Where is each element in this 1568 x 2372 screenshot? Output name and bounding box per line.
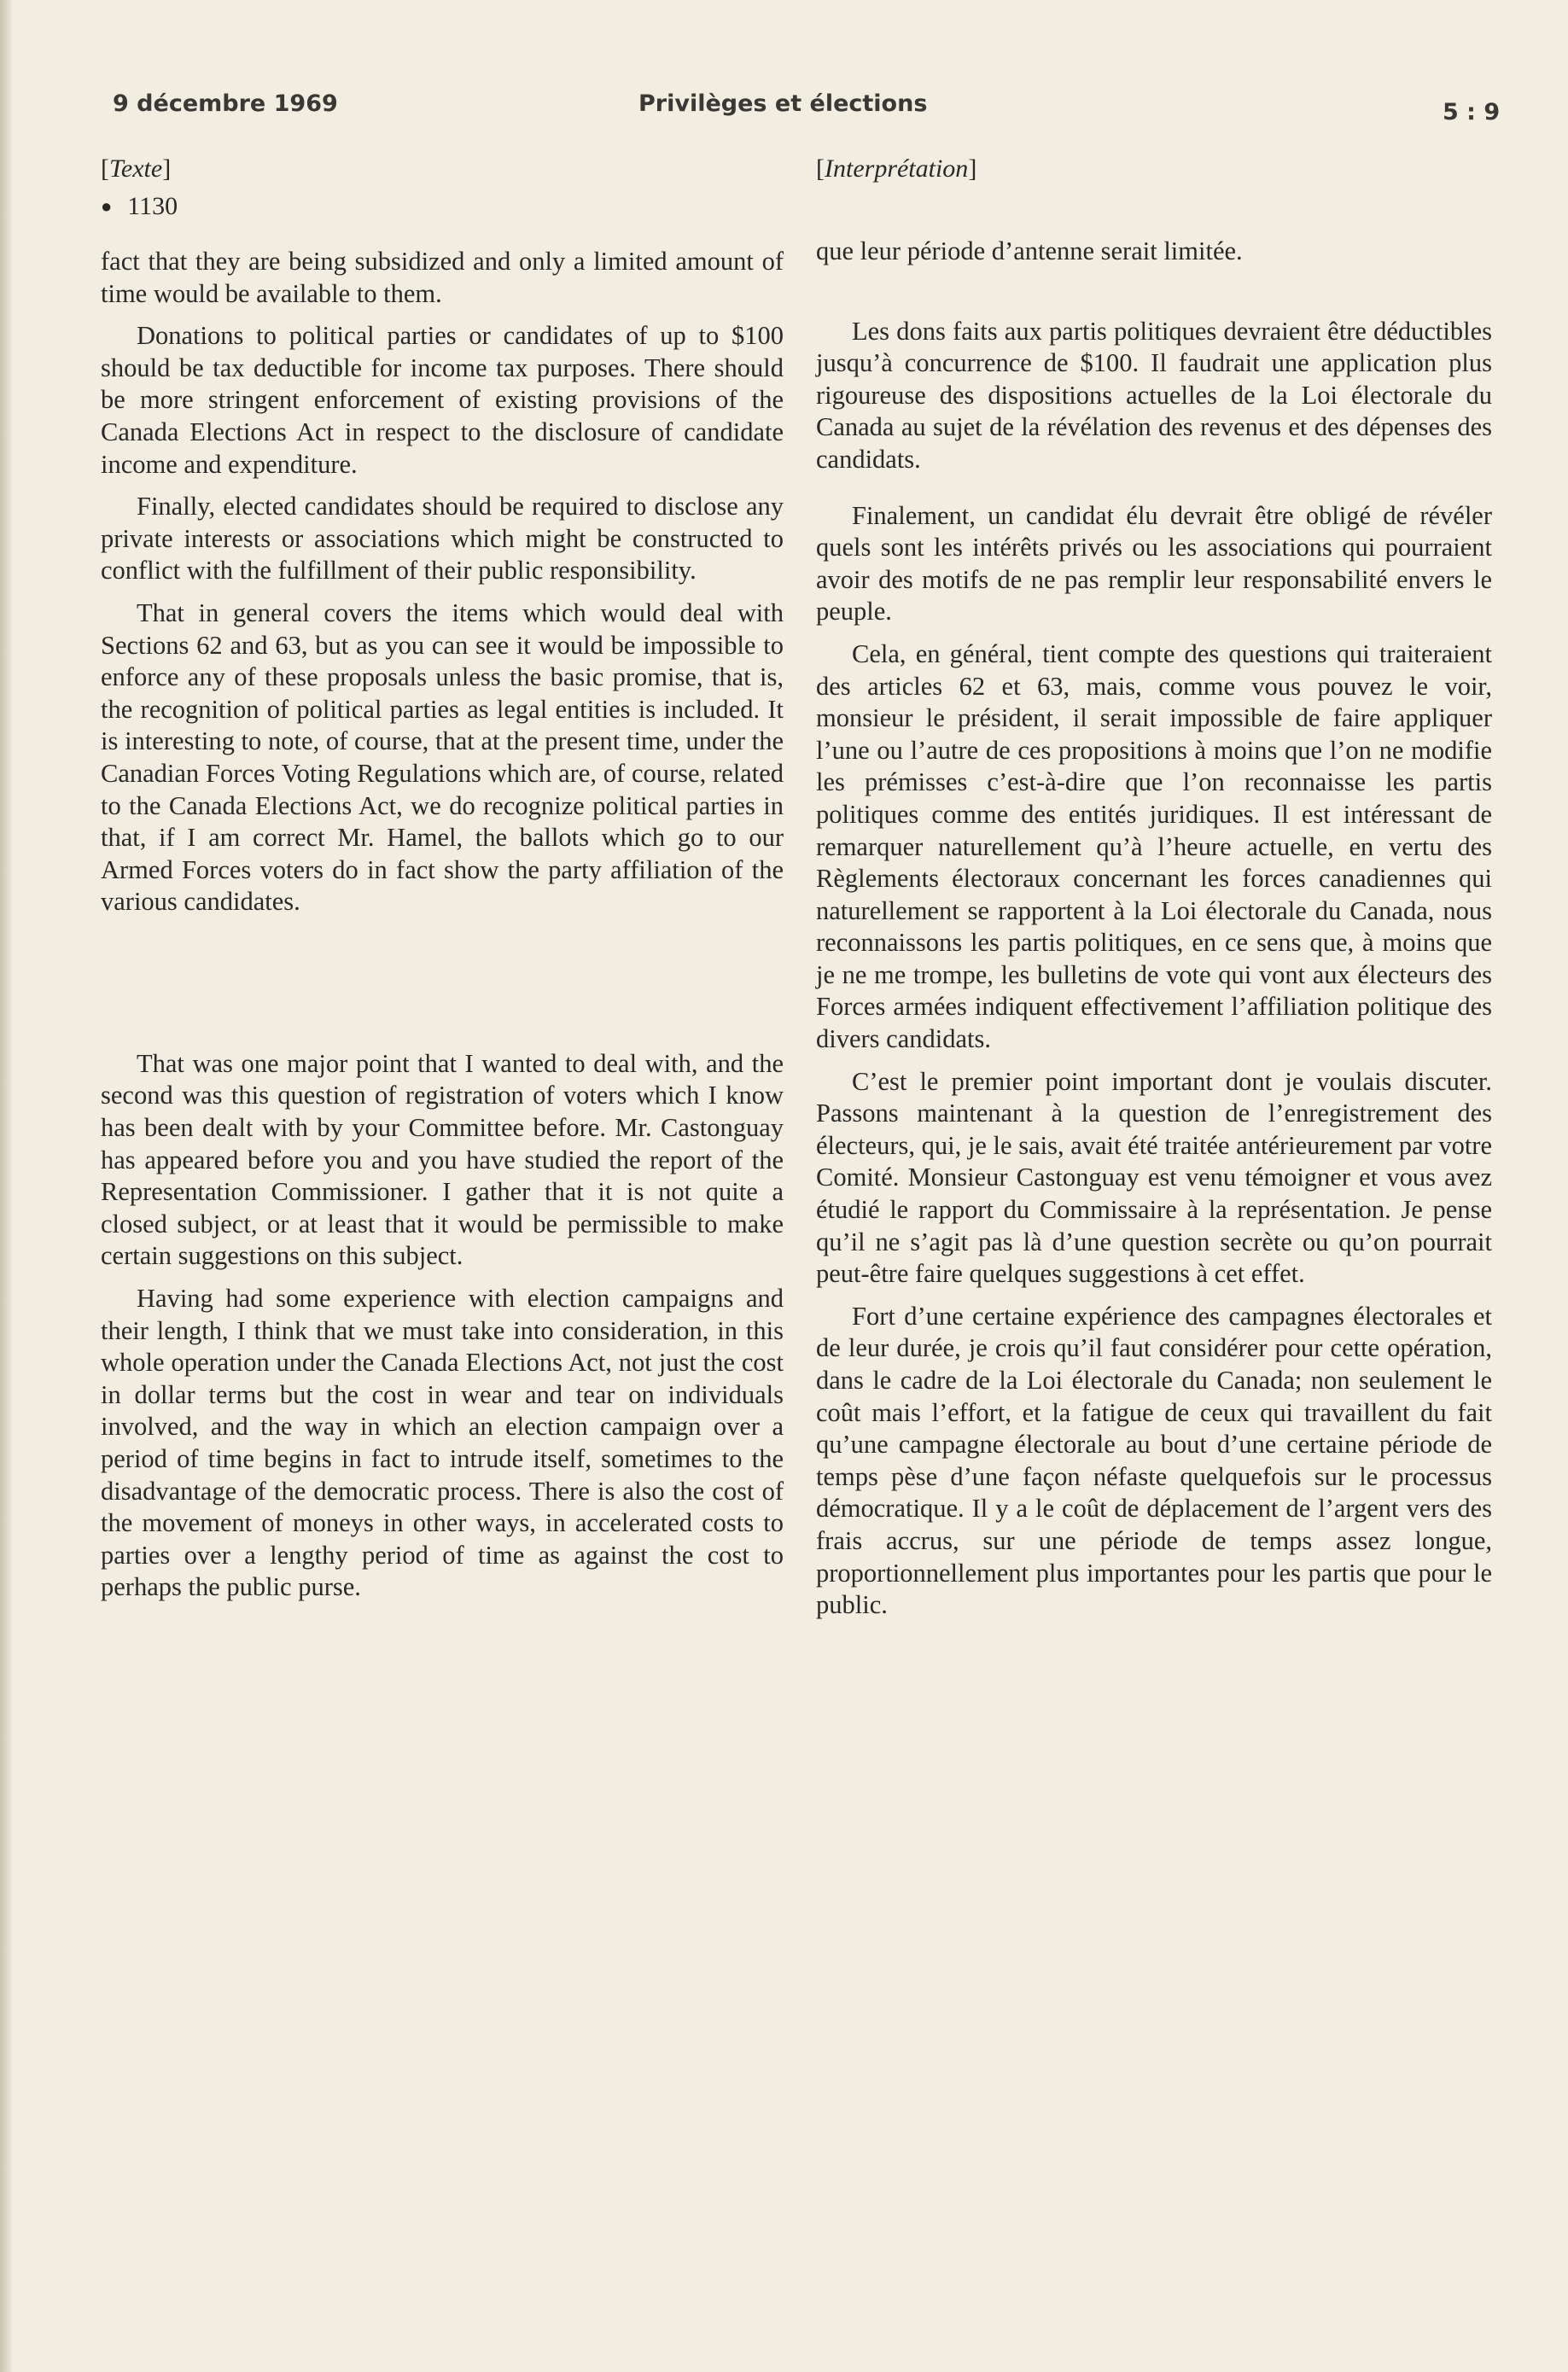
paragraph: Donations to political parties or candidates of up to $100 should be tax deductible for income tax purposes. There should be more stringent enforcement of existing provisions of the Canada Elections Act in respect to the disclosure of candidate income and expenditure. (101, 321, 784, 479)
paragraph: That was one major point that I wanted to deal with, and the second was this question of registration of voters which I know has been dealt with by your Committee before. Mr. Castonguay has appeared before you and you have studied the report of the Representation Commissioner. I gather that it is not quite a closed subject, or at least that it would be permissible to make certain suggestions on this subject. (101, 1048, 784, 1271)
time-marker: ● 1130 (101, 192, 178, 220)
right-column-french (816, 152, 1492, 1622)
paragraph: Cela, en général, tient compte des questions qui traiteraient des articles 62 et 63, mais, comme vous pouvez le voir, monsieur le président, il serait impossible de faire appliquer l’une ou l’autre de ces propositions à moins que l’on ne modifie les prémisses c’est-à-dire que l’on reconnaisse les partis politiques comme des entités juridiques. Il est intéressant de remarquer naturellement qu’à l’heure actuelle, en vertu des Règlements électoraux concernant les forces canadiennes qui naturellement se rapportent à la Loi électorale du Canada, nous reconnaissons les partis politiques, en ce sens que, à moins que je ne me trompe, les bulletins de vote qui vont aux électeurs des Forces armées indiquent effectivement l’affiliation politique des divers candidats. (816, 638, 1492, 1054)
paragraph: That in general covers the items which would deal with Sections 62 and 63, but as you can see it would be impossible to enforce any of these proposals unless the basic promise, that is, the recognition of political parties as legal entities is included. It is interesting to note, of course, that at the present time, under the Canadian Forces Voting Regulations which are, of course, related to the Canada Elections Act, we do recognize political parties in that, if I am correct Mr. Hamel, the ballots which go to our Armed Forces voters do in fact show the party affiliation of the various candidates. (101, 597, 784, 917)
paragraph-gap (816, 476, 1492, 500)
paragraph: C’est le premier point important dont je voulais discuter. Passons maintenant à la question de l’enregistrement des électeurs, qui, je le sais, avait été traitée antérieurement par votre Comité. Monsieur Castonguay est venu témoigner et vous avez étudié le rapport du Commissaire à la représentation. Je pense qu’il ne s’agit pas là d’une question secrète ou qu’on pourrait peut-être faire quelques suggestions à cet effet. (816, 1066, 1492, 1289)
paragraph: Fort d’une certaine expérience des campagnes électorales et de leur durée, je crois qu’il faut considérer pour cette opération, dans le cadre de la Loi électorale du Canada; non seulement le coût mais l’effort, et la fatigue de ceux qui travaillent du fait qu’une campagne électorale au bout d’une certaine période de temps pèse d’une façon néfaste quelquefois sur le processus démocratique. Il y a le coût de déplacement de l’argent vers des frais accrus, sur une période de temps assez longue, proportionnellement plus importantes pour les partis que pour le public. (816, 1301, 1492, 1620)
header-date: 9 décembre 1969 (113, 90, 338, 117)
section-label-texte: [Texte] (101, 154, 172, 183)
paragraph: Having had some experience with election campaigns and their length, I think that we must take into consideration, in this whole operation under the Canada Elections Act, not just the cost in dollar terms but the cost in wear and tear on individuals involved, and the way in which an election campaign over a period of time begins in fact to intrude itself, sometimes to the disadvantage of the democratic process. There is also the cost of the movement of moneys in other ways, in accelerated costs to parties over a lengthy period of time as against the cost to perhaps the public purse. (101, 1284, 784, 1602)
paragraph: que leur période d’antenne serait limitée. (816, 236, 1243, 265)
paragraph: Finally, elected candidates should be required to disclose any private interests or associations which might be constructed to conflict with the fulfillment of their public responsibility. (101, 492, 784, 586)
bullet-icon: ● (101, 195, 113, 217)
section-label-interpretation: [Interprétation] (816, 154, 977, 183)
paragraph-gap (816, 268, 1492, 316)
header-page-number: 5 : 9 (1443, 99, 1501, 125)
paragraph: Finalement, un candidat élu devrait être obligé de révéler quels sont les intérêts privés ou les associations qui pourraient avoir des motifs de ne pas remplir leur responsabilité envers le peuple. (816, 500, 1492, 627)
header-title: Privilèges et élections (638, 90, 928, 117)
paragraph: fact that they are being subsidized and only a limited amount of time would be available to them. (101, 247, 784, 308)
column-gap (101, 918, 784, 1048)
paragraph: Les dons faits aux partis politiques devraient être déductibles jusqu’à concurrence de $100. Il faudrait une application plus rigoureuse des dispositions actuelles de la Loi électorale du Canada au sujet de la révélation des revenus et des dépenses des candidats. (816, 316, 1492, 474)
left-column-english (101, 152, 784, 1604)
binding-edge (0, 0, 12, 2372)
label-gap (816, 186, 1492, 236)
